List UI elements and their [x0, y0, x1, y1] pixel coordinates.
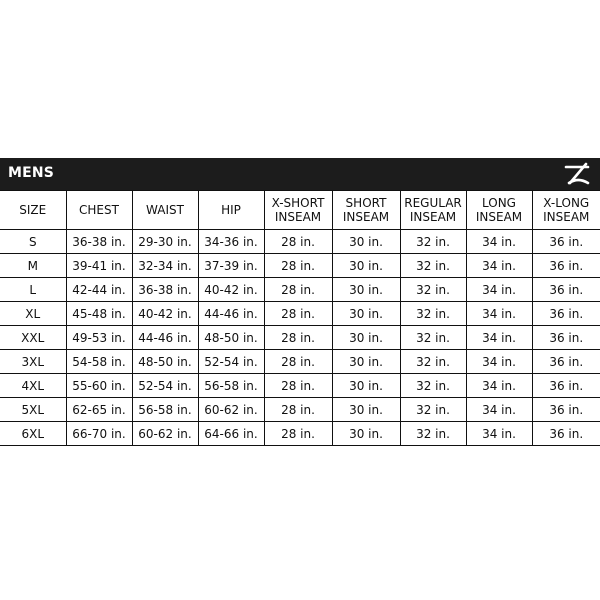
measurement-cell: 32 in.: [400, 302, 466, 326]
table-row: [0, 254, 600, 278]
measurement-cell: 64-66 in.: [198, 422, 264, 446]
measurement-cell: 30 in.: [332, 230, 400, 254]
table-row: [0, 326, 600, 350]
table-row: [0, 230, 600, 254]
column-header-hip: HIP: [198, 191, 264, 230]
measurement-cell: 66-70 in.: [66, 422, 132, 446]
size-cell: L: [0, 278, 66, 302]
measurement-cell: 56-58 in.: [198, 374, 264, 398]
measurement-cell: 28 in.: [264, 422, 332, 446]
measurement-cell: 37-39 in.: [198, 254, 264, 278]
measurement-cell: 28 in.: [264, 374, 332, 398]
measurement-cell: 29-30 in.: [132, 230, 198, 254]
measurement-cell: 48-50 in.: [132, 350, 198, 374]
measurement-cell: 32 in.: [400, 254, 466, 278]
brand-logo-icon: [562, 161, 592, 187]
measurement-cell: 36 in.: [532, 302, 600, 326]
measurement-cell: 36-38 in.: [66, 230, 132, 254]
measurement-cell: 30 in.: [332, 350, 400, 374]
measurement-cell: 52-54 in.: [198, 350, 264, 374]
measurement-cell: 32 in.: [400, 230, 466, 254]
measurement-cell: 42-44 in.: [66, 278, 132, 302]
table-row: [0, 278, 600, 302]
size-cell: M: [0, 254, 66, 278]
measurement-cell: 36 in.: [532, 398, 600, 422]
measurement-cell: 60-62 in.: [132, 422, 198, 446]
measurement-cell: 36 in.: [532, 422, 600, 446]
measurement-cell: 28 in.: [264, 350, 332, 374]
column-header-waist: WAIST: [132, 191, 198, 230]
table-row: [0, 374, 600, 398]
measurement-cell: 34 in.: [466, 278, 532, 302]
measurement-cell: 48-50 in.: [198, 326, 264, 350]
measurement-cell: 52-54 in.: [132, 374, 198, 398]
measurement-cell: 36 in.: [532, 350, 600, 374]
measurement-cell: 30 in.: [332, 422, 400, 446]
size-cell: S: [0, 230, 66, 254]
column-header-long-inseam: LONG INSEAM: [466, 191, 532, 230]
measurement-cell: 36 in.: [532, 230, 600, 254]
measurement-cell: 32 in.: [400, 278, 466, 302]
measurement-cell: 28 in.: [264, 302, 332, 326]
measurement-cell: 34 in.: [466, 230, 532, 254]
size-cell: 4XL: [0, 374, 66, 398]
measurement-cell: 36 in.: [532, 278, 600, 302]
measurement-cell: 34 in.: [466, 422, 532, 446]
measurement-cell: 30 in.: [332, 302, 400, 326]
table-row: [0, 398, 600, 422]
column-header-x-short-inseam: X-SHORT INSEAM: [264, 191, 332, 230]
measurement-cell: 30 in.: [332, 278, 400, 302]
measurement-cell: 40-42 in.: [132, 302, 198, 326]
measurement-cell: 30 in.: [332, 326, 400, 350]
size-cell: 5XL: [0, 398, 66, 422]
measurement-cell: 34 in.: [466, 398, 532, 422]
size-table: [0, 190, 600, 446]
measurement-cell: 40-42 in.: [198, 278, 264, 302]
measurement-cell: 36 in.: [532, 254, 600, 278]
size-chart: [0, 158, 600, 446]
measurement-cell: 44-46 in.: [198, 302, 264, 326]
measurement-cell: 36-38 in.: [132, 278, 198, 302]
size-cell: 3XL: [0, 350, 66, 374]
measurement-cell: 30 in.: [332, 374, 400, 398]
measurement-cell: 44-46 in.: [132, 326, 198, 350]
section-title: MENS: [8, 165, 55, 181]
measurement-cell: 28 in.: [264, 326, 332, 350]
measurement-cell: 34-36 in.: [198, 230, 264, 254]
measurement-cell: 56-58 in.: [132, 398, 198, 422]
measurement-cell: 34 in.: [466, 326, 532, 350]
size-cell: 6XL: [0, 422, 66, 446]
measurement-cell: 28 in.: [264, 278, 332, 302]
table-body: [0, 230, 600, 446]
measurement-cell: 34 in.: [466, 350, 532, 374]
column-header-x-long-inseam: X-LONG INSEAM: [532, 191, 600, 230]
column-header-size: SIZE: [0, 191, 66, 230]
measurement-cell: 34 in.: [466, 374, 532, 398]
measurement-cell: 49-53 in.: [66, 326, 132, 350]
measurement-cell: 60-62 in.: [198, 398, 264, 422]
measurement-cell: 54-58 in.: [66, 350, 132, 374]
measurement-cell: 36 in.: [532, 326, 600, 350]
section-header: [0, 158, 600, 190]
measurement-cell: 34 in.: [466, 302, 532, 326]
measurement-cell: 32-34 in.: [132, 254, 198, 278]
table-row: [0, 422, 600, 446]
size-cell: XXL: [0, 326, 66, 350]
measurement-cell: 55-60 in.: [66, 374, 132, 398]
measurement-cell: 45-48 in.: [66, 302, 132, 326]
column-header-chest: CHEST: [66, 191, 132, 230]
measurement-cell: 28 in.: [264, 254, 332, 278]
measurement-cell: 30 in.: [332, 398, 400, 422]
measurement-cell: 32 in.: [400, 422, 466, 446]
measurement-cell: 36 in.: [532, 374, 600, 398]
measurement-cell: 62-65 in.: [66, 398, 132, 422]
table-row: [0, 302, 600, 326]
column-header-regular-inseam: REGULAR INSEAM: [400, 191, 466, 230]
table-header-row: [0, 191, 600, 230]
measurement-cell: 32 in.: [400, 398, 466, 422]
measurement-cell: 32 in.: [400, 326, 466, 350]
table-row: [0, 350, 600, 374]
measurement-cell: 39-41 in.: [66, 254, 132, 278]
column-header-short-inseam: SHORT INSEAM: [332, 191, 400, 230]
measurement-cell: 30 in.: [332, 254, 400, 278]
measurement-cell: 34 in.: [466, 254, 532, 278]
measurement-cell: 28 in.: [264, 230, 332, 254]
measurement-cell: 32 in.: [400, 350, 466, 374]
measurement-cell: 28 in.: [264, 398, 332, 422]
size-cell: XL: [0, 302, 66, 326]
measurement-cell: 32 in.: [400, 374, 466, 398]
